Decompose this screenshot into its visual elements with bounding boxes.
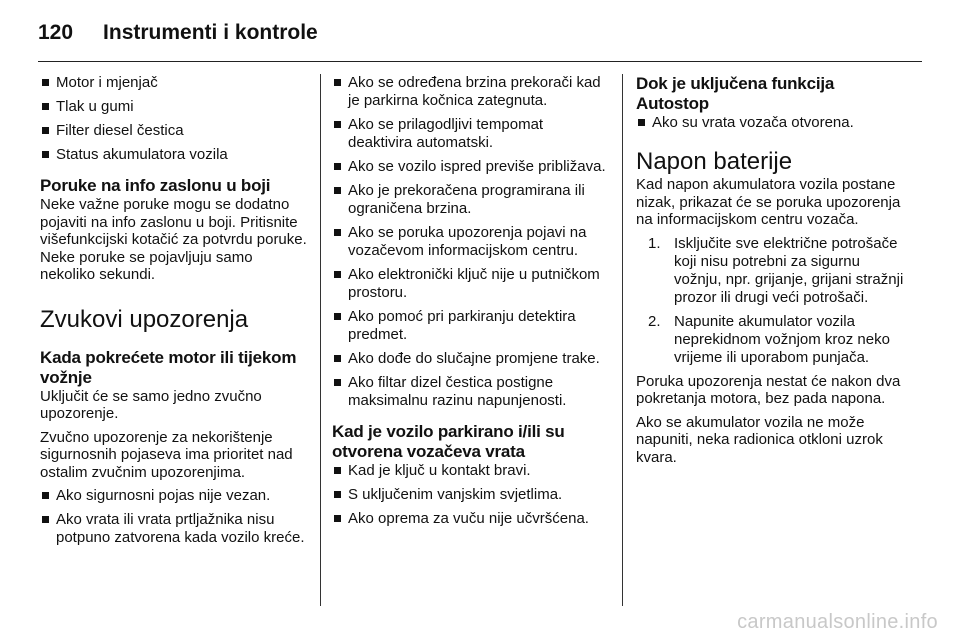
paragraph: Poruka upozorenja nestat će nakon dva pokretanja motora, bez pada napona.: [636, 372, 901, 407]
message-list: [40, 74, 310, 164]
list-item: Ako pomoć pri parkiranju detektira predmet.: [332, 308, 606, 344]
list-item: [648, 235, 906, 307]
list-item: Ako se vozilo ispred previše približava.: [332, 158, 606, 176]
column-3: [636, 74, 906, 466]
header-rule: [38, 61, 922, 62]
list-item: Ako sigurnosni pojas nije vezan.: [40, 487, 310, 505]
page-header: [38, 18, 318, 48]
list-item: Ako dođe do slučajne promjene trake.: [332, 350, 606, 368]
list-item: Filter diesel čestica: [40, 122, 310, 140]
paragraph: Kad napon akumulatora vozila postane nizak, prikazat će se poruka upozorenja na informacijskom centru vozača.: [636, 176, 901, 228]
list-item: Kad je ključ u kontakt bravi.: [332, 462, 606, 480]
autostop-list: [636, 114, 906, 132]
chapter-title: Instrumenti i kontrole: [103, 21, 318, 44]
column-divider-left: [320, 74, 321, 606]
list-item: Ako elektronički ključ nije u putničkom prostoru.: [332, 266, 606, 302]
column-1: [40, 74, 310, 553]
list-item: Ako se određena brzina prekorači kad je parkirna kočnica zategnuta.: [332, 74, 606, 110]
step-number: 1.: [648, 234, 661, 252]
paragraph: Ako se akumulator vozila ne može napuniti, neka radionica otkloni uzrok kvara.: [636, 413, 883, 466]
paragraph: Zvučno upozorenje za nekorištenje sigurnosnih pojaseva ima prioritet nad ostalim zvučnim upozorenjima.: [40, 428, 293, 481]
list-item: Ako se poruka upozorenja pojavi na vozačevom informacijskom centru.: [332, 224, 606, 260]
list-item: Ako vrata ili vrata prtljažnika nisu potpuno zatvorena kada vozilo kreće.: [40, 511, 310, 547]
list-item: Status akumulatora vozila: [40, 146, 310, 164]
section-heading-warning-chimes: Zvukovi upozorenja: [40, 305, 249, 333]
list-item: Ako oprema za vuču nije učvršćena.: [332, 510, 606, 528]
step-text: Napunite akumulator vozila neprekidnom vožnjom kroz neko vrijeme ili uporabom punjača.: [674, 312, 890, 366]
list-item: Ako je prekoračena programirana ili ograničena brzina.: [332, 182, 606, 218]
list-item: Motor i mjenjač: [40, 74, 310, 92]
steps-list: [636, 235, 906, 367]
column-divider-right: [622, 74, 623, 606]
section-heading-parked: Kad je vozilo parkirano i/ili su otvorena vozačeva vrata: [332, 422, 565, 461]
list-item: Ako su vrata vozača otvorena.: [636, 114, 906, 132]
paragraph: Neke važne poruke mogu se dodatno pojaviti na info zaslonu u boji. Pritisnite višefunkcijski kotačić za potvrdu poruke. Neke poruke se pojavljuju samo nekoliko sekundi.: [40, 196, 307, 283]
list-item: Tlak u gumi: [40, 98, 310, 116]
list-item: Ako se prilagodljivi tempomat deaktivira automatski.: [332, 116, 606, 152]
page-number: 120: [38, 21, 74, 44]
paragraph: Uključit će se samo jedno zvučno upozorenje.: [40, 387, 262, 422]
section-heading-autostop: Dok je uključena funkcija Autostop: [636, 74, 835, 113]
watermark: carmanualsonline.info: [737, 611, 938, 633]
list-item: Ako filtar dizel čestica postigne maksimalnu razinu napunjenosti.: [332, 374, 606, 410]
section-heading-color-display: Poruke na info zaslonu u boji: [40, 176, 271, 195]
step-text: Isključite sve električne potrošače koji nisu potrebni za sigurnu vožnju, npr. grijanje, grijani stražnji prozor ili drugi veći potrošači.: [674, 234, 904, 306]
chime-list: [40, 487, 310, 547]
step-number: 2.: [648, 312, 661, 330]
chime-list-continued: [332, 74, 606, 410]
list-item: [648, 313, 906, 367]
section-heading-engine-start: Kada pokrećete motor ili tijekom vožnje: [40, 347, 297, 387]
column-2: [332, 74, 606, 534]
section-heading-battery-voltage: Napon baterije: [636, 148, 793, 175]
list-item: S uključenim vanjskim svjetlima.: [332, 486, 606, 504]
parked-list: [332, 462, 606, 528]
